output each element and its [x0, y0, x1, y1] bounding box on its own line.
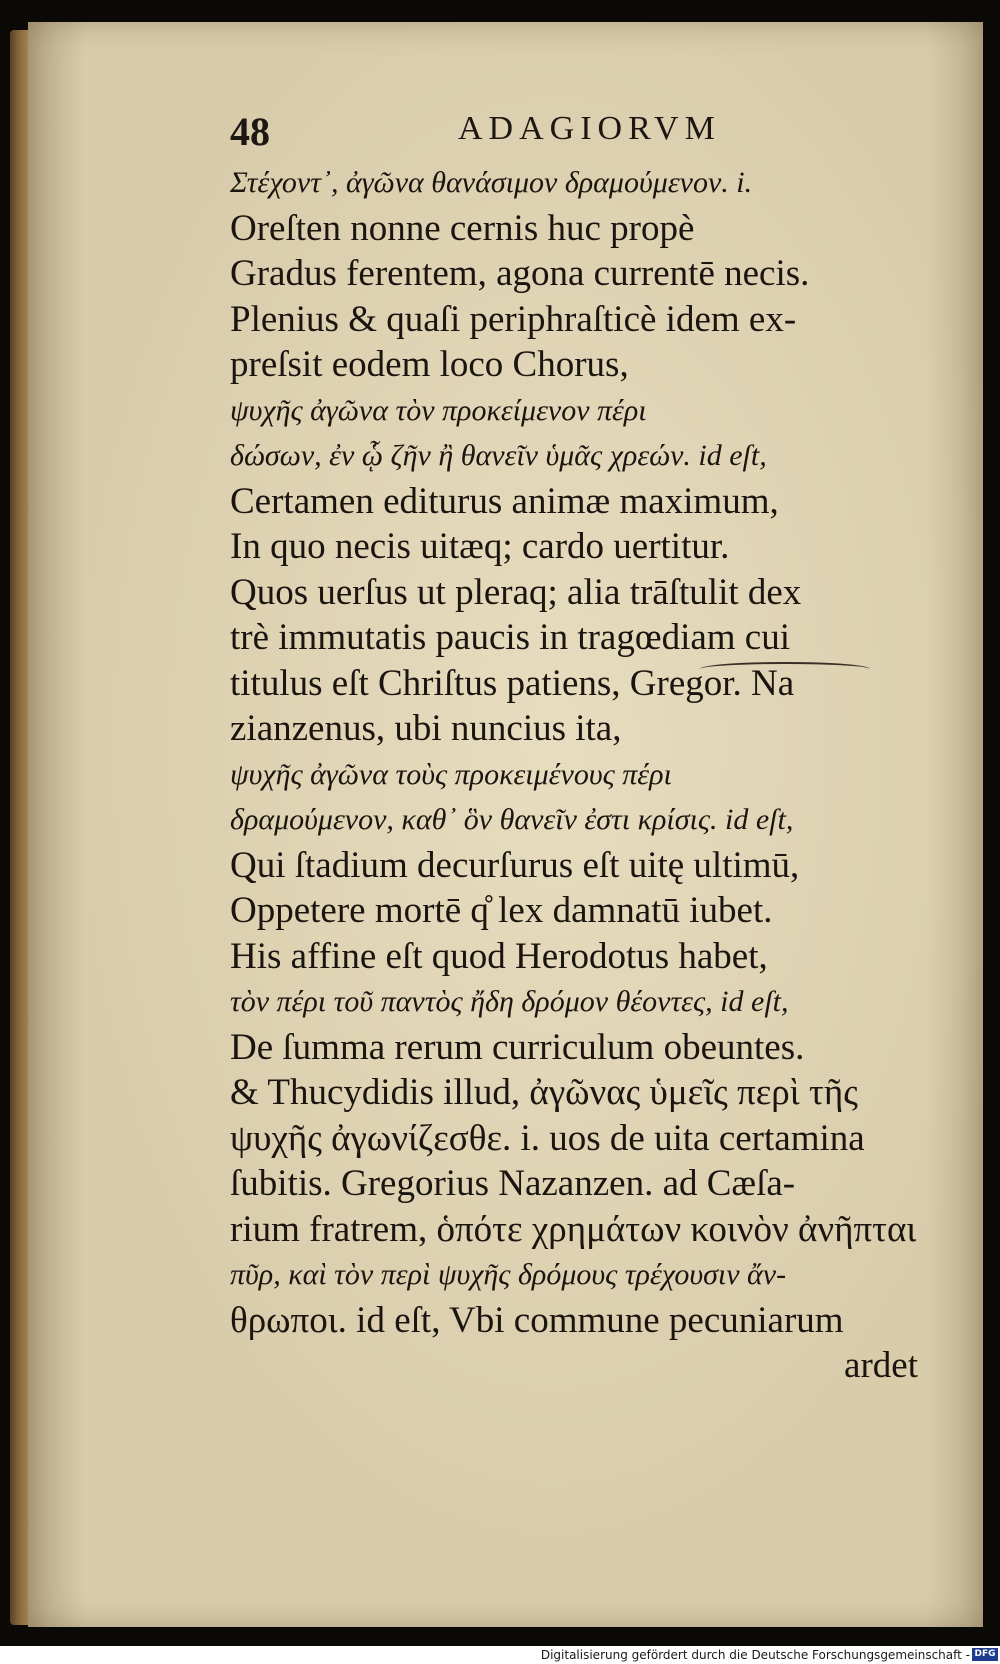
text-line: πῦρ, καὶ τὸν περὶ ψυχῆς δρόμους τρέχουσιν ἄν- — [230, 1258, 787, 1291]
text-line: De ſumma rerum curriculum obeuntes. — [230, 1026, 805, 1068]
text-line: ſubitis. Gregorius Nazanzen. ad Cæſa- — [230, 1163, 796, 1204]
text-block — [230, 160, 920, 1389]
text-line: His affine eſt quod Herodotus habet, — [230, 935, 768, 977]
text-line: δώσων, ἐν ᾧ ζῆν ἢ θανεῖν ὑμᾶς χρεών. id eſt, — [230, 439, 767, 472]
text-line: Gradus ferentem, agona currentē necis. — [230, 253, 810, 294]
dfg-logo: DFG — [972, 1648, 998, 1661]
text-line: δραμούμενον, καθ᾽ ὃν θανεῖν ἐστι κρίσις. id eſt, — [230, 803, 794, 836]
catchword: ardet — [844, 1345, 918, 1386]
text-line: zianzenus, ubi nuncius ita, — [230, 708, 622, 749]
ink-underline-mark — [700, 662, 870, 676]
text-line: titulus eſt Chriſtus patiens, Gregor. Na — [230, 662, 795, 704]
text-line: & Thucydidis illud, ἀγῶνας ὑμεῖς περὶ τῆς — [230, 1072, 858, 1113]
text-line: τὸν πέρι τοῦ παντὸς ἤδη δρόμον θέοντες, id eſt, — [230, 985, 789, 1018]
text-line: ψυχῆς ἀγωνίζεσθε. i. uos de uita certamina — [230, 1117, 865, 1159]
text-line: Oppetere mortē q̊ lex damnatū iubet. — [230, 890, 773, 931]
page-number: 48 — [230, 109, 270, 154]
text-line: Oreſten nonne cernis huc propè — [230, 207, 695, 249]
text-line: preſsit eodem loco Chorus, — [230, 344, 629, 385]
text-line: ψυχῆς ἀγῶνα τὸν προκείμενον πέρι — [230, 393, 647, 427]
text-line: In quo necis uitæq; cardo uertitur. — [230, 526, 730, 567]
text-line: rium fratrem, ὁπότε χρημάτων κοινὸν ἀνῆπται — [230, 1208, 917, 1250]
text-line: Qui ſtadium decurſurus eſt uitę ultimū, — [230, 844, 800, 886]
text-line: Certamen editurus animæ maximum, — [230, 480, 779, 522]
text-line: ψυχῆς ἀγῶνα τοὺς προκειμένους πέρι — [230, 757, 672, 791]
text-line: Quos uerſus ut pleraq; alia trāſtulit dex — [230, 571, 802, 613]
footer-bar — [0, 1646, 1000, 1664]
text-line: Plenius & quaſi periphraſticè idem ex- — [230, 298, 797, 340]
text-line: trè immutatis paucis in tragœdiam cui — [230, 617, 791, 658]
page-header — [230, 108, 910, 160]
text-line: Στέχοντ᾽, ἀγῶνα θανάσιμον δραμούμενον. i. — [230, 166, 753, 199]
text-line: θρωποι. id eſt, Vbi commune pecuniarum — [230, 1299, 844, 1341]
running-head: ADAGIORVM — [458, 110, 721, 147]
footer-credit: Digitalisierung gefördert durch die Deutsche Forschungsgemeinschaft - — [540, 1648, 970, 1662]
